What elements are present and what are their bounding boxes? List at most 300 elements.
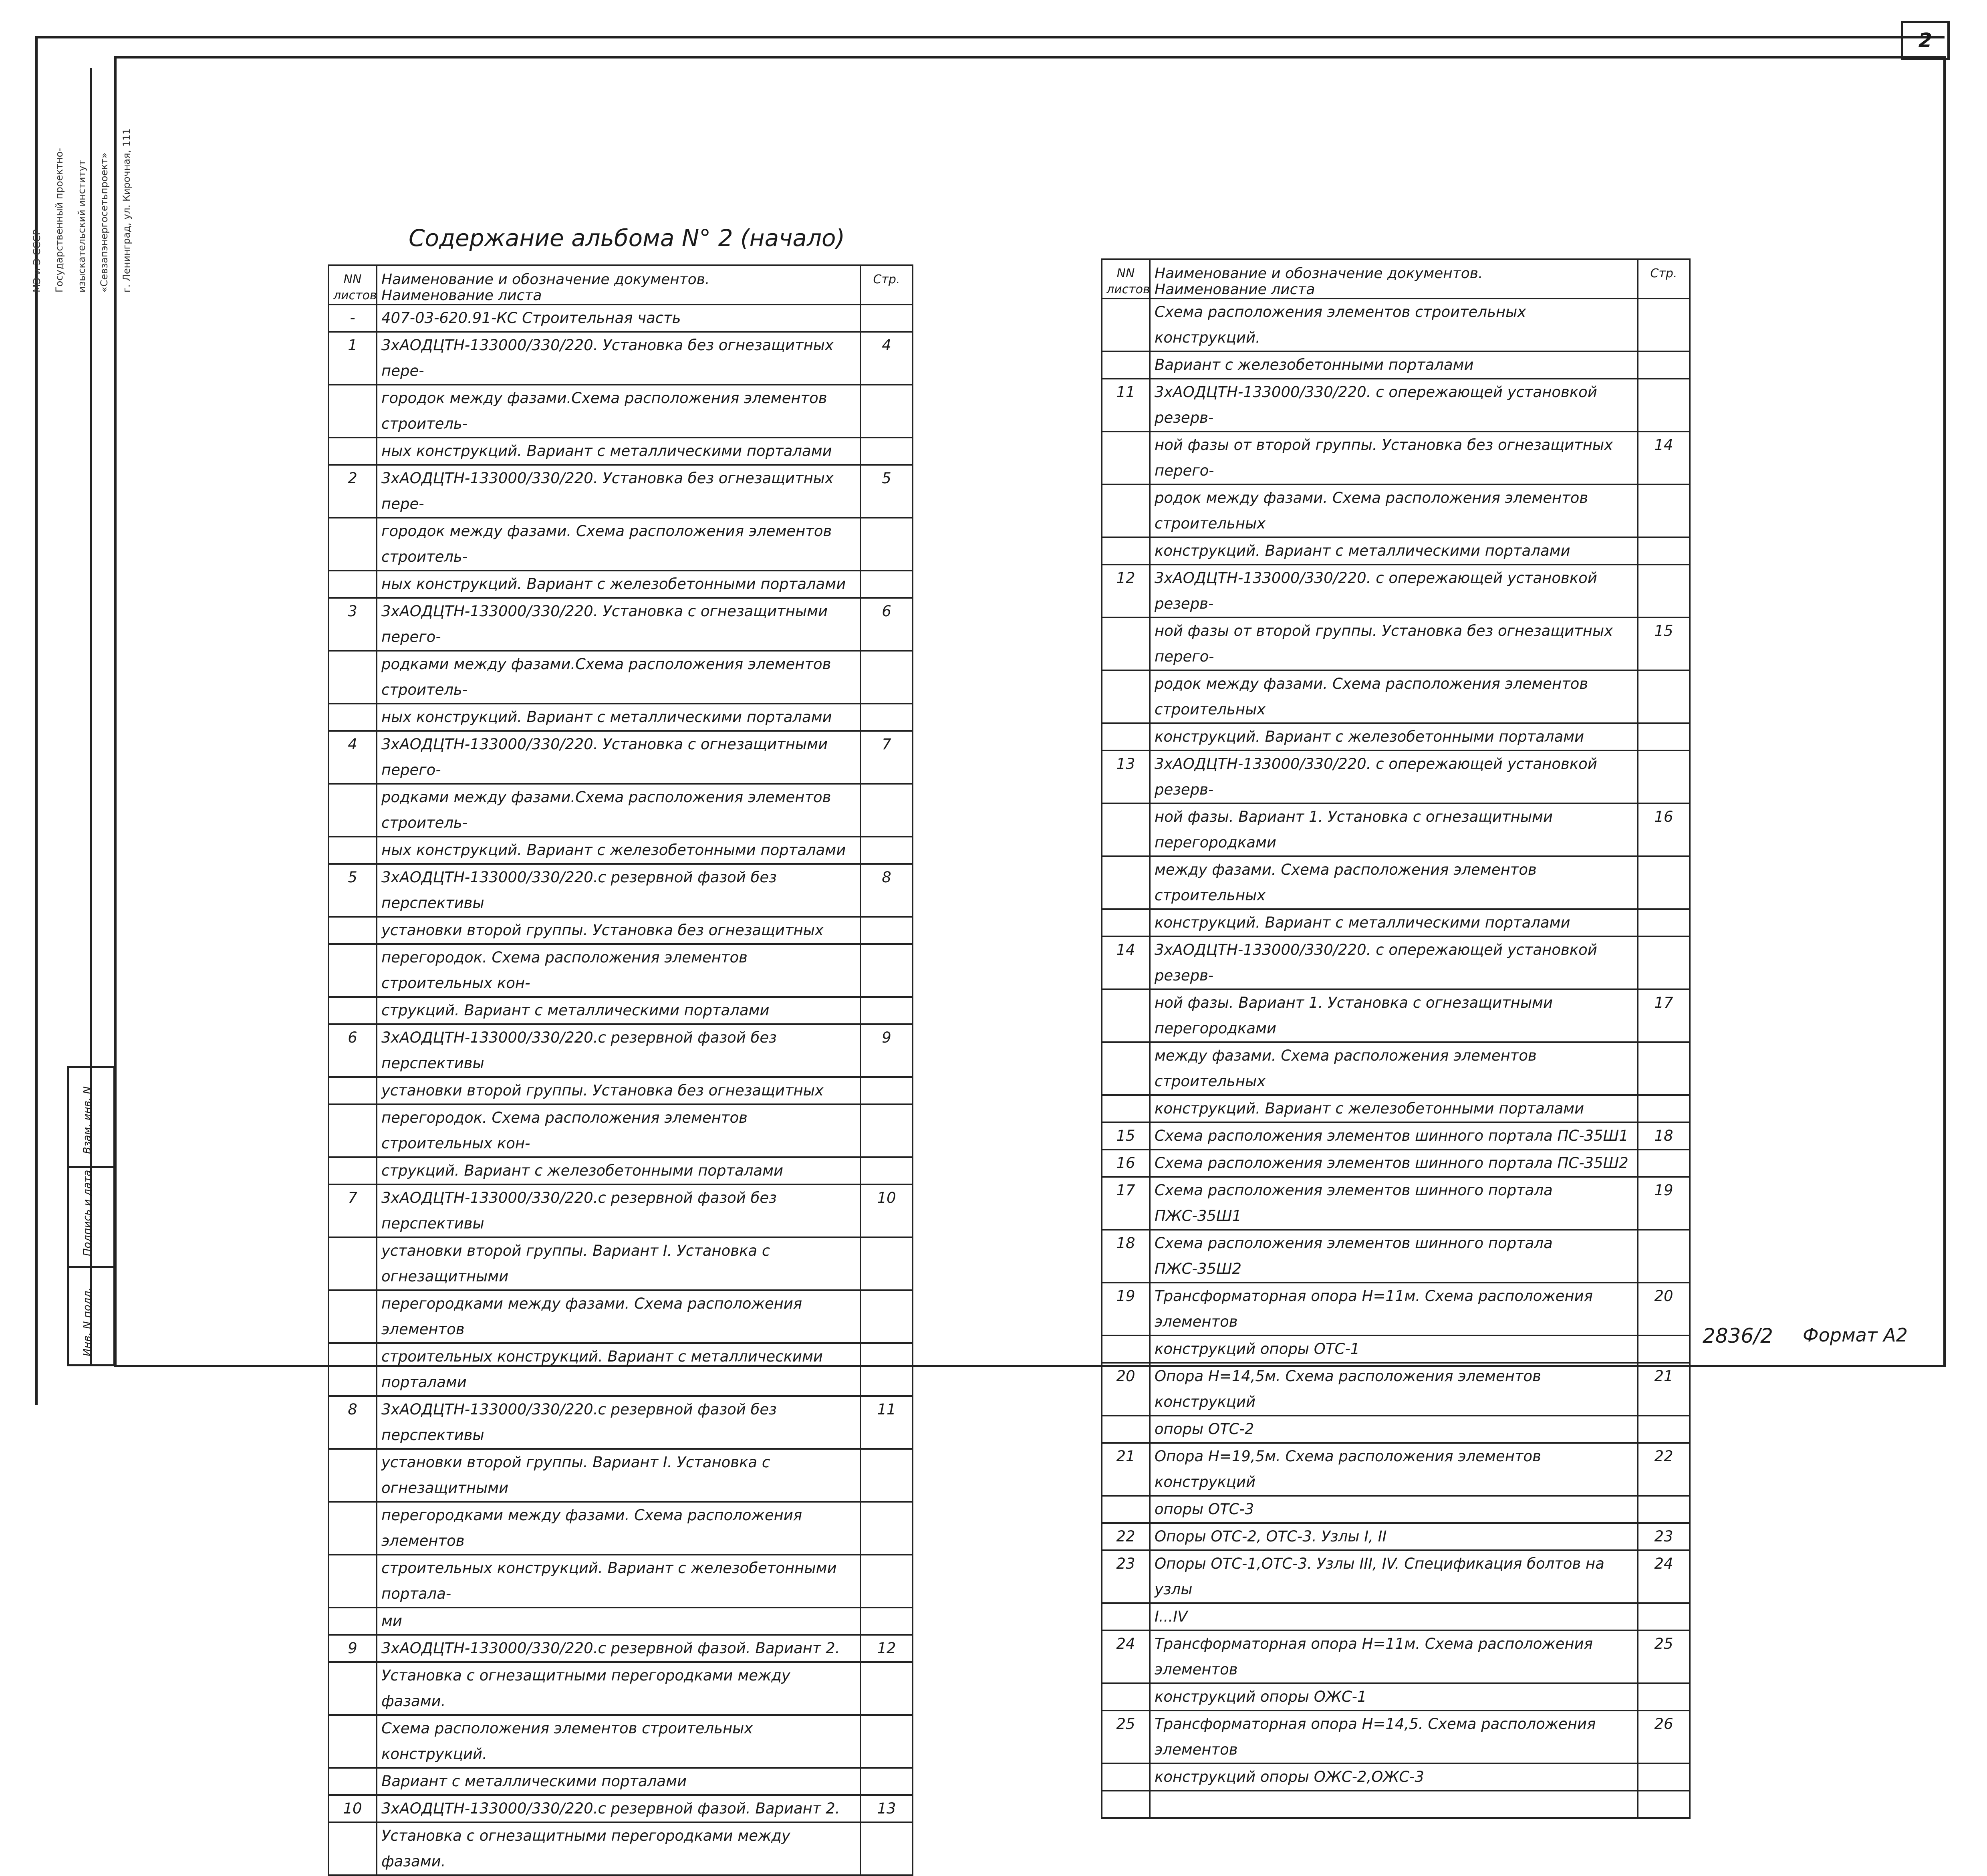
row-page-number — [1638, 1603, 1690, 1630]
row-sheet-number — [1102, 1763, 1150, 1791]
row-document-name: установки второй группы. Установка без огнезащитных — [377, 1077, 860, 1104]
row-page-number: 20 — [1638, 1283, 1690, 1335]
table-row — [328, 1077, 913, 1104]
row-sheet-number — [328, 1157, 377, 1184]
row-document-name: ной фазы. Вариант 1. Установка с огнезащитными перегородками — [1150, 989, 1638, 1042]
table-row — [1102, 670, 1690, 723]
row-page-number — [860, 837, 913, 864]
header-page: Стр. — [1638, 259, 1690, 299]
row-page-number: 10 — [860, 1184, 913, 1237]
row-document-name: родок между фазами. Схема расположения элементов строительных — [1150, 484, 1638, 537]
album-title: Содержание альбома N° 2 (начало) — [409, 224, 845, 252]
row-page-number: 15 — [1638, 617, 1690, 670]
row-document-name: городок между фазами.Схема расположения элементов строитель- — [377, 385, 860, 438]
row-document-name: 407-03-620.91-КС Строительная часть — [377, 305, 860, 332]
table-row — [1102, 617, 1690, 670]
table-row — [1102, 1335, 1690, 1363]
row-sheet-number — [328, 997, 377, 1024]
row-page-number: 22 — [1638, 1443, 1690, 1496]
table-row — [328, 1343, 913, 1396]
row-page-number — [1638, 1496, 1690, 1523]
row-sheet-number: 7 — [328, 1184, 377, 1237]
row-page-number — [1638, 936, 1690, 989]
row-page-number — [860, 1290, 913, 1343]
table-row — [1102, 1177, 1690, 1230]
row-page-number: 26 — [1638, 1711, 1690, 1763]
table-row — [328, 917, 913, 944]
table-row — [1102, 537, 1690, 565]
table-row — [1102, 484, 1690, 537]
row-page-number: 25 — [1638, 1630, 1690, 1683]
header-sheet-numbers: NN листов — [1102, 259, 1150, 299]
row-page-number — [1638, 1683, 1690, 1711]
row-sheet-number — [328, 944, 377, 997]
row-document-name: городок между фазами. Схема расположения элементов строитель- — [377, 518, 860, 571]
table-row — [328, 1635, 913, 1662]
row-document-name: струкций. Вариант с железобетонными порталами — [377, 1157, 860, 1184]
table-row — [1102, 1763, 1690, 1791]
row-sheet-number — [328, 1555, 377, 1608]
row-page-number — [1638, 909, 1690, 936]
row-sheet-number: 24 — [1102, 1630, 1150, 1683]
org-stamp-line: Государственный проектно- — [54, 148, 65, 292]
row-document-name: 3хАОДЦТН-133000/330/220. Установка без огнезащитных пере- — [377, 332, 860, 385]
row-document-name: родками между фазами.Схема расположения элементов строитель- — [377, 784, 860, 837]
header-name-line: Наименование листа — [381, 287, 542, 304]
row-sheet-number: 10 — [328, 1795, 377, 1822]
header-name-line: Наименование и обозначение документов. — [381, 271, 710, 288]
row-page-number: 12 — [860, 1635, 913, 1662]
row-document-name: родок между фазами. Схема расположения элементов строительных — [1150, 670, 1638, 723]
row-document-name: 3хАОДЦТН-133000/330/220.с резервной фазой без перспективы — [377, 1024, 860, 1077]
row-sheet-number — [1102, 670, 1150, 723]
table-row — [328, 944, 913, 997]
row-page-number — [860, 997, 913, 1024]
row-document-name: Установка с огнезащитными перегородками между фазами. — [377, 1822, 860, 1875]
table-row — [1102, 379, 1690, 432]
row-document-name: ных конструкций. Вариант с металлическими порталами — [377, 704, 860, 731]
row-document-name: 3хАОДЦТН-133000/330/220. Установка с огнезащитными перего- — [377, 731, 860, 784]
row-sheet-number — [1102, 723, 1150, 750]
row-sheet-number — [328, 1715, 377, 1768]
row-page-number — [860, 1822, 913, 1875]
row-sheet-number — [328, 1104, 377, 1157]
row-document-name: ных конструкций. Вариант с железобетонными порталами — [377, 837, 860, 864]
row-document-name: опоры ОТС-3 — [1150, 1496, 1638, 1523]
table-row — [328, 1237, 913, 1290]
row-sheet-number — [328, 1768, 377, 1795]
row-sheet-number — [328, 1237, 377, 1290]
side-block-divider — [69, 1266, 113, 1268]
table-row — [328, 332, 913, 385]
row-sheet-number: 14 — [1102, 936, 1150, 989]
table-row — [1102, 351, 1690, 379]
row-page-number — [1638, 379, 1690, 432]
row-document-name: конструкций. Вариант с железобетонными порталами — [1150, 723, 1638, 750]
row-page-number: 9 — [860, 1024, 913, 1077]
header-document-name — [1150, 259, 1638, 299]
row-sheet-number — [1102, 299, 1150, 351]
row-sheet-number — [328, 571, 377, 598]
row-document-name: Схема расположения элементов строительных конструкций. — [1150, 299, 1638, 351]
row-document-name: между фазами. Схема расположения элементов строительных — [1150, 856, 1638, 909]
row-sheet-number: - — [328, 305, 377, 332]
table-row — [1102, 1122, 1690, 1150]
row-document-name: опоры ОТС-2 — [1150, 1416, 1638, 1443]
table-header-row — [328, 265, 913, 305]
row-document-name: между фазами. Схема расположения элементов строительных — [1150, 1042, 1638, 1095]
row-page-number — [1638, 723, 1690, 750]
row-sheet-number — [1102, 803, 1150, 856]
row-document-name: конструкций. Вариант с железобетонными порталами — [1150, 1095, 1638, 1122]
row-sheet-number — [1102, 484, 1150, 537]
row-page-number — [860, 1449, 913, 1502]
table-row — [1102, 1042, 1690, 1095]
row-page-number — [860, 1343, 913, 1396]
row-document-name: ной фазы. Вариант 1. Установка с огнезащитными перегородками — [1150, 803, 1638, 856]
row-sheet-number: 6 — [328, 1024, 377, 1077]
row-document-name: 3хАОДЦТН-133000/330/220. Установка без огнезащитных пере- — [377, 465, 860, 518]
row-sheet-number: 18 — [1102, 1230, 1150, 1283]
table-row — [1102, 1416, 1690, 1443]
row-sheet-number — [328, 651, 377, 704]
row-document-name: конструкций. Вариант с металлическими порталами — [1150, 909, 1638, 936]
row-document-name: ной фазы от второй группы. Установка без огнезащитных перего- — [1150, 432, 1638, 484]
row-sheet-number — [328, 837, 377, 864]
table-row — [1102, 909, 1690, 936]
document-code: 2836/2 — [1703, 1324, 1773, 1347]
row-document-name: установки второй группы. Установка без огнезащитных — [377, 917, 860, 944]
row-sheet-number — [1102, 856, 1150, 909]
table-row — [1102, 989, 1690, 1042]
row-document-name: конструкций опоры ОЖС-2,ОЖС-3 — [1150, 1763, 1638, 1791]
table-row — [328, 438, 913, 465]
table-row — [328, 651, 913, 704]
row-document-name: 3хАОДЦТН-133000/330/220. с опережающей установкой резерв- — [1150, 750, 1638, 803]
row-document-name: Схема расположения элементов шинного портала ПС-35Ш2 — [1150, 1150, 1638, 1177]
row-page-number: 19 — [1638, 1177, 1690, 1230]
row-sheet-number — [1102, 537, 1150, 565]
row-sheet-number — [328, 518, 377, 571]
row-document-name: строительных конструкций. Вариант с железобетонными портала- — [377, 1555, 860, 1608]
row-document-name: ной фазы от второй группы. Установка без огнезащитных перего- — [1150, 617, 1638, 670]
row-document-name: Схема расположения элементов строительных конструкций. — [377, 1715, 860, 1768]
row-sheet-number: 2 — [328, 465, 377, 518]
row-document-name: Вариант с металлическими порталами — [377, 1768, 860, 1795]
row-document-name: 3хАОДЦТН-133000/330/220. Установка с огнезащитными перего- — [377, 598, 860, 651]
row-sheet-number: 4 — [328, 731, 377, 784]
row-page-number — [1638, 1095, 1690, 1122]
row-document-name: конструкций опоры ОТС-1 — [1150, 1335, 1638, 1363]
table-row — [1102, 750, 1690, 803]
contents-table-right — [1101, 258, 1691, 1819]
row-sheet-number — [1102, 351, 1150, 379]
table-row — [1102, 1523, 1690, 1550]
row-sheet-number: 20 — [1102, 1363, 1150, 1416]
row-page-number: 7 — [860, 731, 913, 784]
table-row — [1102, 299, 1690, 351]
row-document-name: ных конструкций. Вариант с металлическими порталами — [377, 438, 860, 465]
row-sheet-number: 1 — [328, 332, 377, 385]
table-row — [328, 518, 913, 571]
row-page-number — [860, 1662, 913, 1715]
row-page-number: 5 — [860, 465, 913, 518]
row-sheet-number — [328, 1449, 377, 1502]
row-page-number: 24 — [1638, 1550, 1690, 1603]
row-document-name: родками между фазами.Схема расположения элементов строитель- — [377, 651, 860, 704]
row-page-number — [860, 1077, 913, 1104]
row-sheet-number — [328, 1502, 377, 1555]
table-row — [1102, 432, 1690, 484]
row-sheet-number — [328, 917, 377, 944]
table-row — [328, 1157, 913, 1184]
row-sheet-number — [328, 1077, 377, 1104]
row-document-name: 3хАОДЦТН-133000/330/220. с опережающей установкой резерв- — [1150, 379, 1638, 432]
row-sheet-number — [328, 704, 377, 731]
row-document-name: Схема расположения элементов шинного портала ПС-35Ш1 — [1150, 1122, 1638, 1150]
table-row — [1102, 1150, 1690, 1177]
row-page-number — [860, 305, 913, 332]
header-name-line: Наименование листа — [1155, 281, 1315, 298]
table-row — [328, 1290, 913, 1343]
row-page-number — [860, 944, 913, 997]
row-page-number — [1638, 856, 1690, 909]
row-document-name: Трансформаторная опора Н=11м. Схема расположения элементов — [1150, 1283, 1638, 1335]
table-row — [1102, 1683, 1690, 1711]
table-row — [1102, 1363, 1690, 1416]
contents-table-left — [328, 264, 913, 1876]
row-page-number — [860, 1502, 913, 1555]
row-page-number — [860, 1715, 913, 1768]
table-row — [1102, 1791, 1690, 1818]
sheet-number-box — [1901, 21, 1950, 60]
table-row — [328, 1822, 913, 1875]
row-page-number — [1638, 670, 1690, 723]
row-page-number — [1638, 1763, 1690, 1791]
row-page-number: 21 — [1638, 1363, 1690, 1416]
row-sheet-number: 11 — [1102, 379, 1150, 432]
header-page: Стр. — [860, 265, 913, 305]
table-row — [328, 864, 913, 917]
row-page-number — [860, 438, 913, 465]
row-page-number: 6 — [860, 598, 913, 651]
row-sheet-number: 16 — [1102, 1150, 1150, 1177]
header-name-line: Наименование и обозначение документов. — [1155, 265, 1483, 282]
row-sheet-number — [1102, 1416, 1150, 1443]
format-label: Формат А2 — [1803, 1324, 1908, 1346]
table-row — [328, 1104, 913, 1157]
row-document-name: струкций. Вариант с металлическими порталами — [377, 997, 860, 1024]
table-row — [328, 598, 913, 651]
row-sheet-number: 13 — [1102, 750, 1150, 803]
row-document-name: перегородками между фазами. Схема расположения элементов — [377, 1290, 860, 1343]
row-page-number — [860, 651, 913, 704]
table-row — [328, 1184, 913, 1237]
table-row — [328, 465, 913, 518]
row-page-number — [1638, 750, 1690, 803]
row-page-number — [860, 1555, 913, 1608]
table-row — [1102, 1095, 1690, 1122]
row-page-number — [1638, 299, 1690, 351]
table-row — [328, 1662, 913, 1715]
row-sheet-number: 5 — [328, 864, 377, 917]
org-stamp-line: МЭ и Э СССР — [31, 229, 42, 292]
table-row — [328, 1768, 913, 1795]
table-row — [328, 731, 913, 784]
side-label-replacement: Взам. инв. N — [81, 1086, 93, 1154]
row-document-name: 3хАОДЦТН-133000/330/220. с опережающей установкой резерв- — [1150, 936, 1638, 989]
table-row — [1102, 565, 1690, 617]
row-page-number: 18 — [1638, 1122, 1690, 1150]
table-header-row — [1102, 259, 1690, 299]
row-sheet-number: 3 — [328, 598, 377, 651]
table-row — [328, 837, 913, 864]
organization-stamp — [20, 68, 132, 292]
table-row — [1102, 1711, 1690, 1763]
org-stamp-line: «Севзапэнергосетьпроект» — [99, 152, 110, 292]
table-row — [1102, 1603, 1690, 1630]
row-sheet-number: 15 — [1102, 1122, 1150, 1150]
row-sheet-number: 17 — [1102, 1177, 1150, 1230]
table-row — [1102, 1283, 1690, 1335]
header-sheet-numbers: NN листов — [328, 265, 377, 305]
row-sheet-number — [1102, 1791, 1150, 1818]
row-document-name: Схема расположения элементов шинного портала ПЖС-35Ш1 — [1150, 1177, 1638, 1230]
row-sheet-number: 8 — [328, 1396, 377, 1449]
row-sheet-number — [328, 438, 377, 465]
row-page-number: 8 — [860, 864, 913, 917]
table-row — [328, 305, 913, 332]
sheet-number: 2 — [1918, 29, 1933, 52]
row-page-number — [860, 1104, 913, 1157]
row-document-name: Опора Н=19,5м. Схема расположения элементов конструкций — [1150, 1443, 1638, 1496]
row-sheet-number — [328, 385, 377, 438]
table-row — [1102, 1230, 1690, 1283]
side-label-inventory: Инв. N подл. — [81, 1287, 93, 1356]
row-page-number — [1638, 1791, 1690, 1818]
row-document-name: конструкций. Вариант с металлическими порталами — [1150, 537, 1638, 565]
row-page-number — [1638, 1042, 1690, 1095]
row-page-number — [1638, 537, 1690, 565]
row-document-name: конструкций опоры ОЖС-1 — [1150, 1683, 1638, 1711]
row-page-number — [860, 1768, 913, 1795]
row-page-number — [1638, 351, 1690, 379]
table-row — [328, 1449, 913, 1502]
side-block-divider — [69, 1166, 113, 1168]
table-row — [1102, 856, 1690, 909]
row-sheet-number — [1102, 1095, 1150, 1122]
row-page-number — [1638, 1150, 1690, 1177]
row-sheet-number — [328, 784, 377, 837]
row-document-name: Опора Н=14,5м. Схема расположения элементов конструкций — [1150, 1363, 1638, 1416]
row-document-name: Схема расположения элементов шинного портала ПЖС-35Ш2 — [1150, 1230, 1638, 1283]
table-row — [1102, 1496, 1690, 1523]
row-document-name: установки второй группы. Вариант I. Установка с огнезащитными — [377, 1237, 860, 1290]
row-sheet-number — [1102, 1042, 1150, 1095]
row-page-number — [860, 784, 913, 837]
row-sheet-number — [1102, 1603, 1150, 1630]
row-sheet-number — [1102, 1683, 1150, 1711]
row-document-name: 3хАОДЦТН-133000/330/220.с резервной фазой без перспективы — [377, 864, 860, 917]
row-document-name: Трансформаторная опора Н=11м. Схема расположения элементов — [1150, 1630, 1638, 1683]
row-document-name: ми — [377, 1608, 860, 1635]
table-row — [1102, 803, 1690, 856]
row-sheet-number — [1102, 909, 1150, 936]
row-page-number: 23 — [1638, 1523, 1690, 1550]
table-row — [328, 784, 913, 837]
table-row — [328, 1795, 913, 1822]
table-row — [1102, 1443, 1690, 1496]
row-document-name: строительных конструкций. Вариант с металлическими порталами — [377, 1343, 860, 1396]
side-label-signature: Подпись и дата — [81, 1170, 93, 1256]
row-page-number: 11 — [860, 1396, 913, 1449]
row-document-name: 3хАОДЦТН-133000/330/220.с резервной фазой. Вариант 2. — [377, 1795, 860, 1822]
table-row — [1102, 1630, 1690, 1683]
table-row — [328, 1608, 913, 1635]
table-row — [328, 385, 913, 438]
row-page-number: 14 — [1638, 432, 1690, 484]
row-document-name: Вариант с железобетонными порталами — [1150, 351, 1638, 379]
row-document-name: Установка с огнезащитными перегородками между фазами. — [377, 1662, 860, 1715]
row-page-number — [860, 1608, 913, 1635]
row-sheet-number — [328, 1662, 377, 1715]
table-row — [328, 704, 913, 731]
row-sheet-number: 9 — [328, 1635, 377, 1662]
row-sheet-number — [1102, 989, 1150, 1042]
row-sheet-number: 25 — [1102, 1711, 1150, 1763]
row-page-number — [1638, 1335, 1690, 1363]
row-sheet-number: 23 — [1102, 1550, 1150, 1603]
table-row — [1102, 1550, 1690, 1603]
table-row — [328, 1024, 913, 1077]
row-page-number: 16 — [1638, 803, 1690, 856]
row-sheet-number: 12 — [1102, 565, 1150, 617]
row-document-name: перегородок. Схема расположения элементов строительных кон- — [377, 944, 860, 997]
row-page-number — [860, 571, 913, 598]
row-document-name: Трансформаторная опора Н=14,5. Схема расположения элементов — [1150, 1711, 1638, 1763]
org-stamp-line: изыскательский институт — [76, 160, 87, 292]
row-document-name: установки второй группы. Вариант I. Установка с огнезащитными — [377, 1449, 860, 1502]
header-document-name — [377, 265, 860, 305]
row-page-number — [860, 1237, 913, 1290]
row-page-number: 17 — [1638, 989, 1690, 1042]
table-row — [328, 1555, 913, 1608]
row-page-number — [860, 1157, 913, 1184]
row-page-number: 4 — [860, 332, 913, 385]
row-document-name: перегородок. Схема расположения элементов строительных кон- — [377, 1104, 860, 1157]
row-sheet-number — [328, 1343, 377, 1396]
row-document-name: I...IV — [1150, 1603, 1638, 1630]
row-sheet-number: 19 — [1102, 1283, 1150, 1335]
row-sheet-number — [328, 1290, 377, 1343]
row-document-name: 3хАОДЦТН-133000/330/220.с резервной фазой без перспективы — [377, 1396, 860, 1449]
row-page-number — [860, 704, 913, 731]
row-sheet-number — [1102, 432, 1150, 484]
table-row — [1102, 936, 1690, 989]
row-page-number — [860, 917, 913, 944]
row-document-name: 3хАОДЦТН-133000/330/220.с резервной фазой. Вариант 2. — [377, 1635, 860, 1662]
row-document-name: 3хАОДЦТН-133000/330/220.с резервной фазой без перспективы — [377, 1184, 860, 1237]
row-page-number — [860, 518, 913, 571]
org-stamp-line: г. Ленинград, ул. Кирочная, 111 — [121, 128, 132, 292]
row-page-number — [860, 385, 913, 438]
table-row — [1102, 723, 1690, 750]
table-row — [328, 571, 913, 598]
approval-side-block — [67, 1066, 115, 1366]
row-document-name: перегородками между фазами. Схема расположения элементов — [377, 1502, 860, 1555]
row-document-name: Опоры ОТС-2, ОТС-3. Узлы I, II — [1150, 1523, 1638, 1550]
table-row — [328, 1396, 913, 1449]
